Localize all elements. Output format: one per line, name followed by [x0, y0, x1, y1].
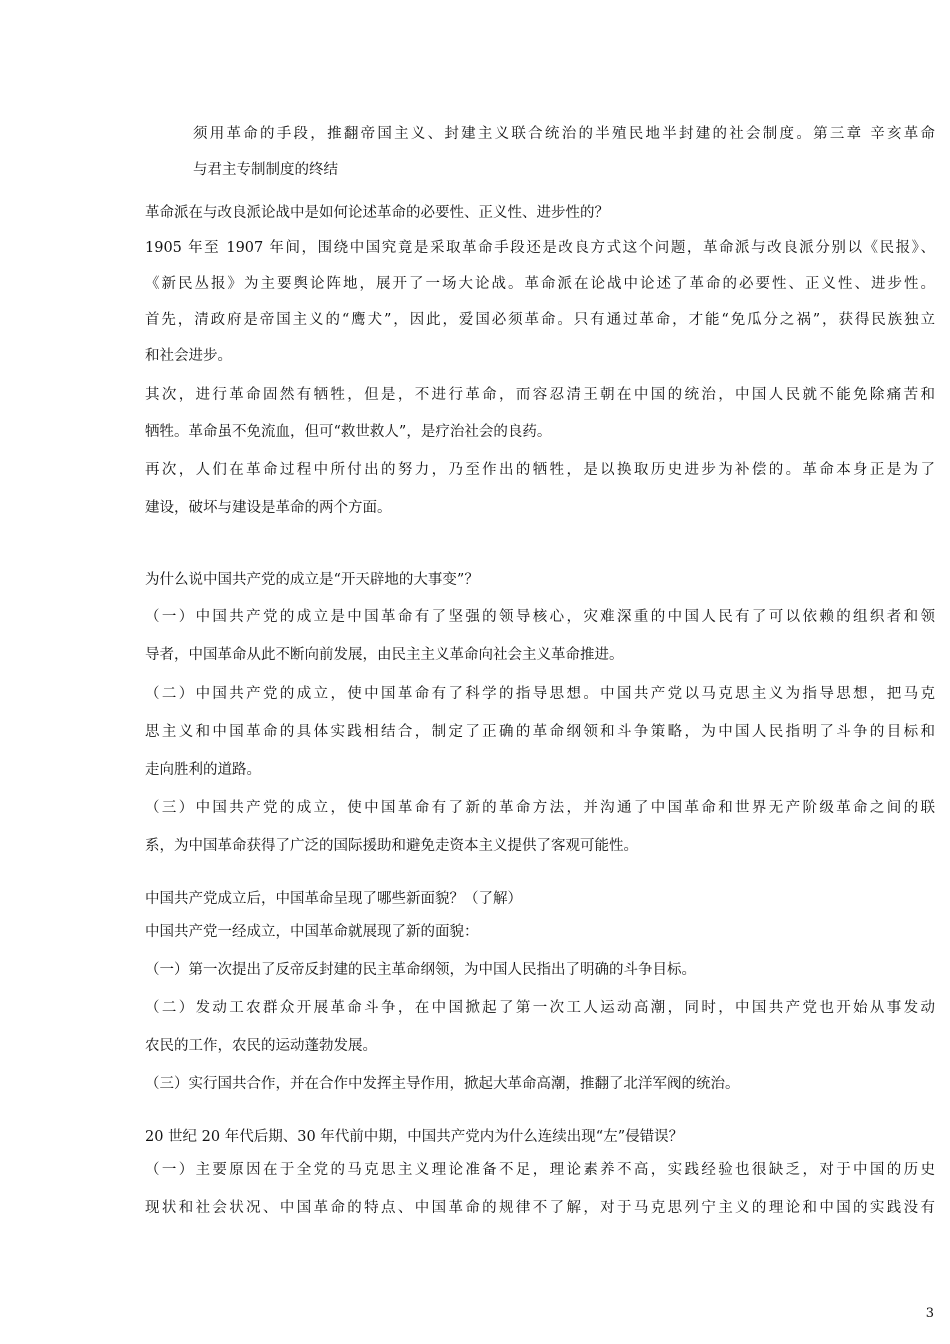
text-line: （一）第一次提出了反帝反封建的民主革命纲领，为中国人民指出了明确的斗争目标。: [145, 962, 696, 978]
text-line: 《新民丛报》为主要舆论阵地，展开了一场大论战。革命派在论战中论述了革命的必要性、正义性、进步性。: [145, 276, 935, 292]
text-line: 导者，中国革命从此不断向前发展，由民主主义革命向社会主义革命推进。: [145, 647, 624, 663]
question-heading: 为什么说中国共产党的成立是“开天辟地的大事变”？: [145, 572, 479, 588]
text-line: 和社会进步。: [145, 348, 232, 364]
text-line: 首先，清政府是帝国主义的“鹰犬”，因此，爱国必须革命。只有通过革命，才能“免瓜分之祸”，获得民族独立: [145, 312, 935, 328]
text-line: 其次，进行革命固然有牺牲，但是，不进行革命，而容忍清王朝在中国的统治，中国人民就不能免除痛苦和: [145, 387, 935, 403]
text-line: （一）中国共产党的成立是中国革命有了坚强的领导核心，灾难深重的中国人民有了可以依赖的组织者和领: [145, 609, 935, 625]
page-number: 3: [925, 1306, 934, 1321]
text-line: 系，为中国革命获得了广泛的国际援助和避免走资本主义提供了客观可能性。: [145, 838, 638, 854]
text-line: 现状和社会状况、中国革命的特点、中国革命的规律不了解，对于马克思列宁主义的理论和中国的实践没有: [145, 1200, 935, 1216]
text-line: 须用革命的手段，推翻帝国主义、封建主义联合统治的半殖民地半封建的社会制度。第三章 辛亥革命: [193, 126, 935, 142]
text-line: 再次，人们在革命过程中所付出的努力，乃至作出的牺牲，是以换取历史进步为补偿的。革命本身正是为了: [145, 462, 935, 478]
text-line: 建设，破坏与建设是革命的两个方面。: [145, 500, 392, 516]
question-heading: 革命派在与改良派论战中是如何论述革命的必要性、正义性、进步性的？: [145, 205, 609, 221]
text-line: （三）中国共产党的成立，使中国革命有了新的革命方法，并沟通了中国革命和世界无产阶级革命之间的联: [145, 800, 935, 816]
question-heading: 20 世纪 20 年代后期、30 年代前中期，中国共产党内为什么连续出现“左”侵错误？: [145, 1129, 684, 1145]
text-line: 思主义和中国革命的具体实践相结合，制定了正确的革命纲领和斗争策略，为中国人民指明了斗争的目标和: [145, 724, 935, 740]
text-line: 中国共产党一经成立，中国革命就展现了新的面貌：: [145, 924, 479, 940]
text-line: 1905 年至 1907 年间，围绕中国究竟是采取革命手段还是改良方式这个问题，革命派与改良派分别以《民报》、: [145, 240, 935, 256]
question-heading: 中国共产党成立后，中国革命呈现了哪些新面貌？（了解）: [145, 891, 522, 907]
text-line: （二）中国共产党的成立，使中国革命有了科学的指导思想。中国共产党以马克思主义为指导思想，把马克: [145, 686, 935, 702]
text-line: 与君主专制制度的终结: [193, 162, 338, 178]
text-line: 走向胜利的道路。: [145, 762, 261, 778]
text-line: 牺牲。革命虽不免流血，但可“救世救人”，是疗治社会的良药。: [145, 424, 552, 440]
text-line: （二）发动工农群众开展革命斗争，在中国掀起了第一次工人运动高潮，同时，中国共产党也开始从事发动: [145, 1000, 935, 1016]
text-line: （一）主要原因在于全党的马克思主义理论准备不足，理论素养不高，实践经验也很缺乏，对于中国的历史: [145, 1162, 935, 1178]
text-line: （三）实行国共合作，并在合作中发挥主导作用，掀起大革命高潮，推翻了北洋军阀的统治。: [145, 1076, 740, 1092]
text-line: 农民的工作，农民的运动蓬勃发展。: [145, 1038, 377, 1054]
